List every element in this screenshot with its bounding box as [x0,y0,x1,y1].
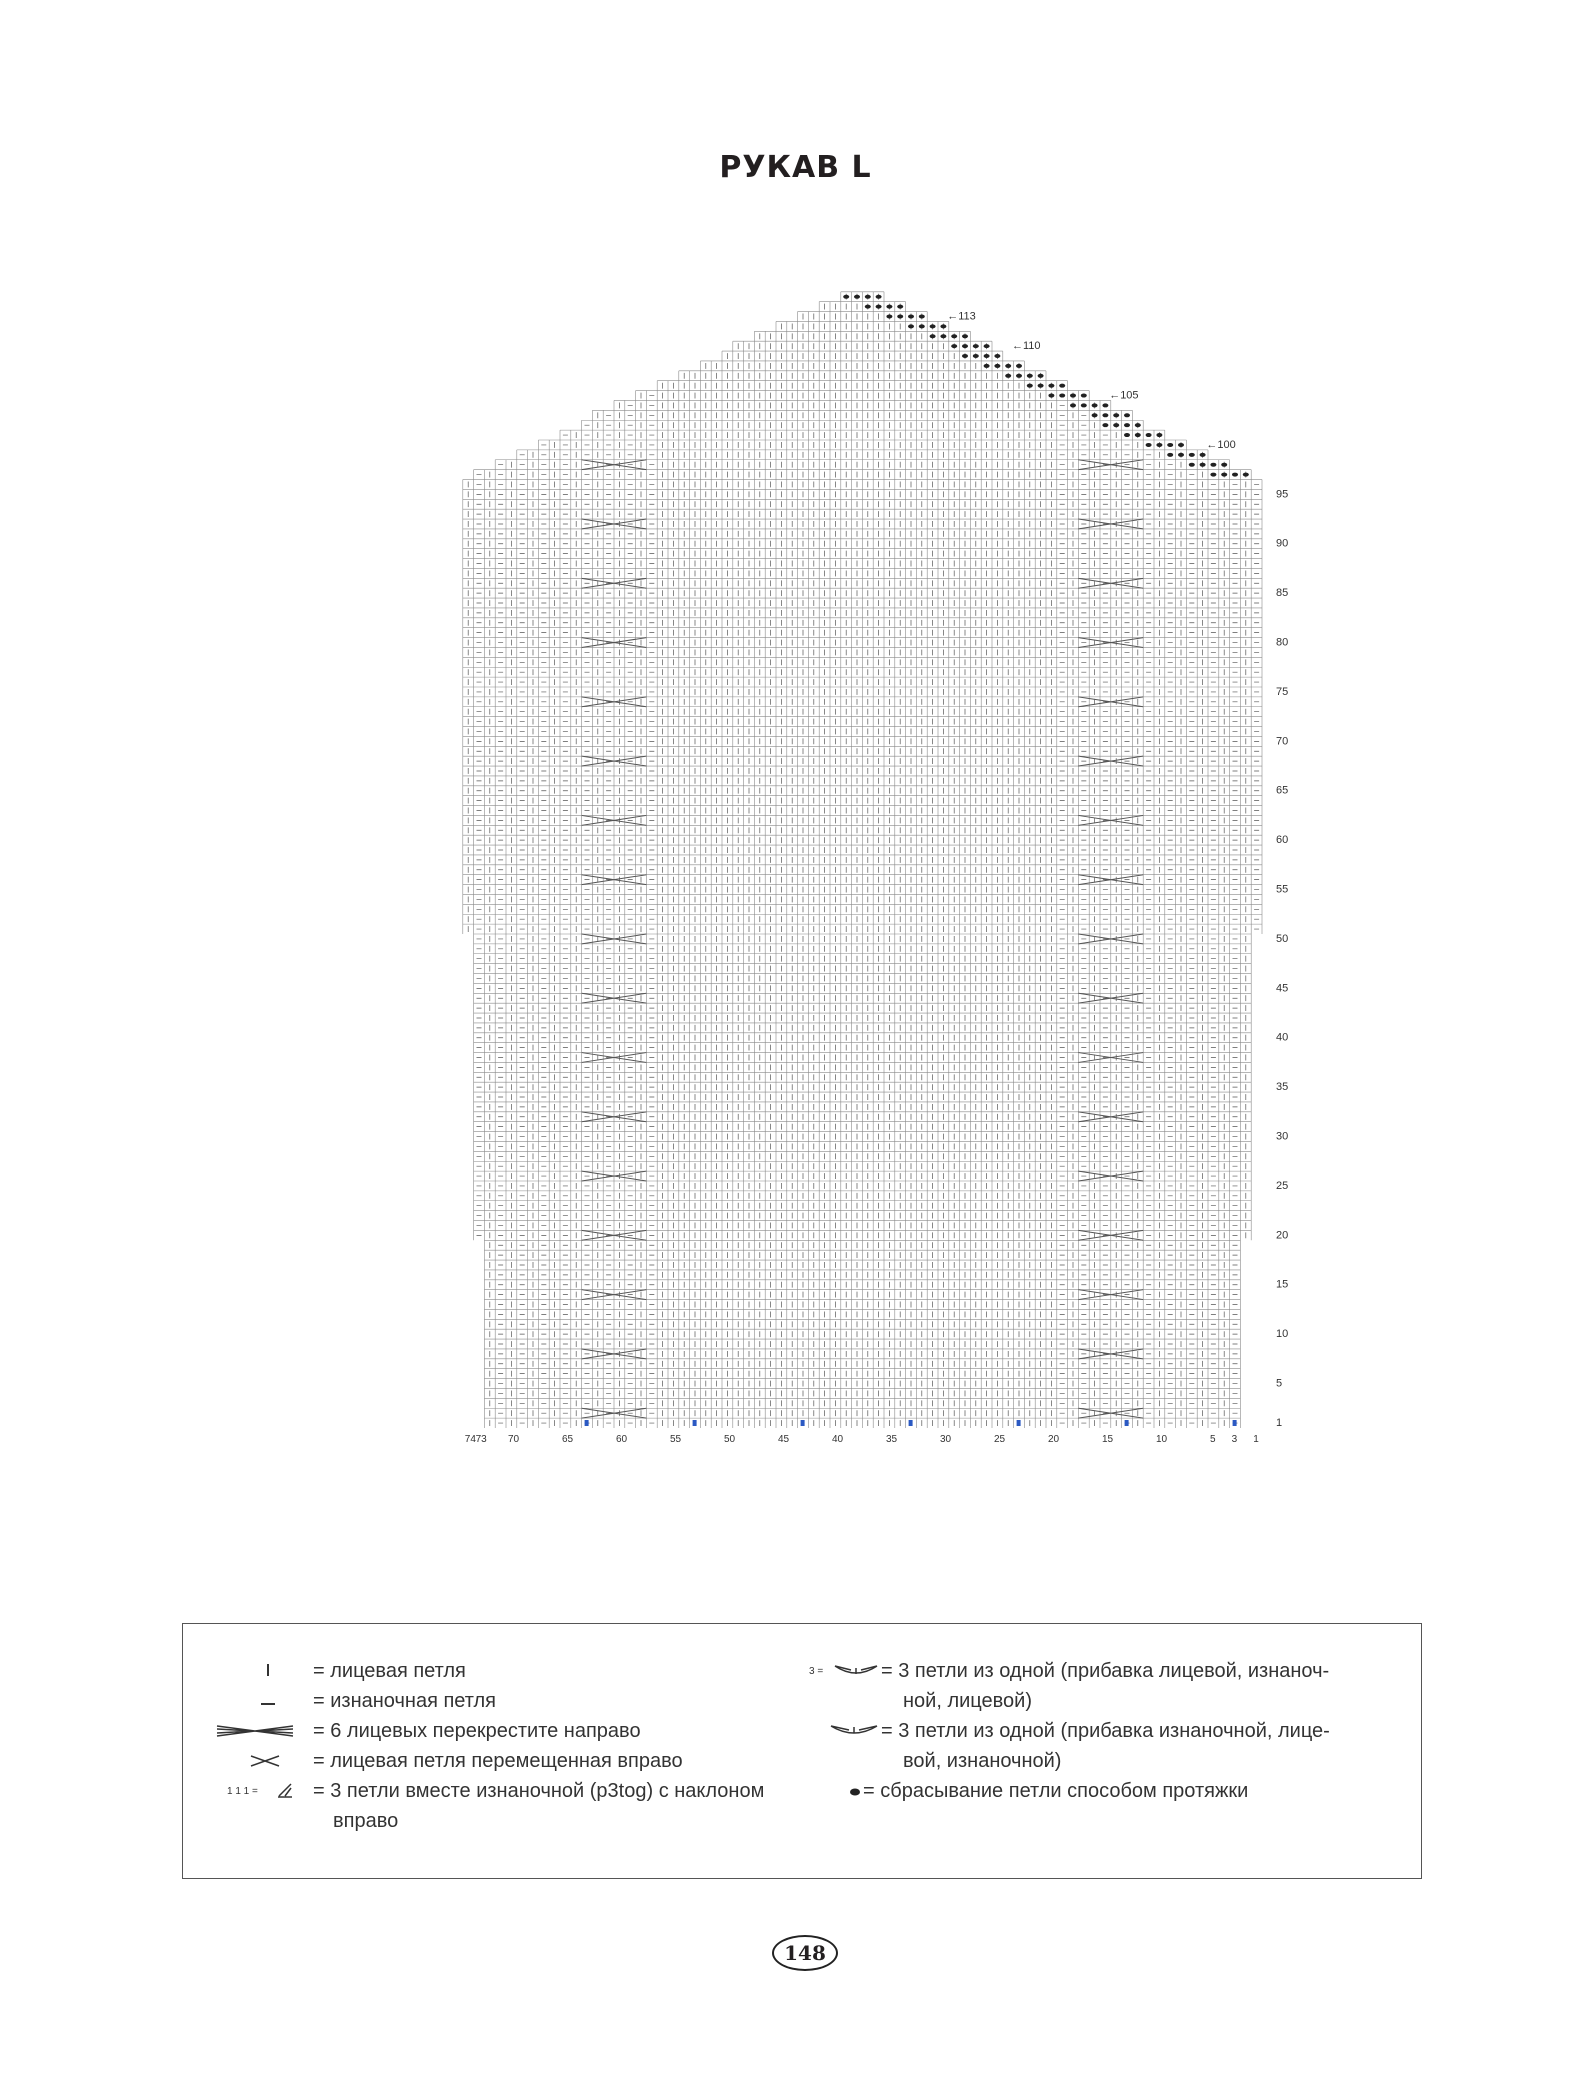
legend-item-knit [183,1656,803,1686]
bind-off-mark [1210,463,1216,467]
bind-off-mark [1027,384,1033,388]
bind-off-mark [930,334,936,338]
legend-item-cable [183,1716,803,1746]
p3tog-prefix: 1 1 1 = [227,1786,258,1797]
purl-stitch-icon [253,1686,283,1716]
bind-off-mark [1048,384,1054,388]
column-label: 35 [886,1434,898,1445]
row-label: 70 [1276,735,1289,748]
bind-off-mark [962,344,968,348]
bind-off-mark [1081,394,1087,398]
bind-off-mark [930,324,936,328]
legend-item-inc-kpk [803,1656,1403,1716]
row-label-top: ←113 [947,310,976,323]
inc-knit-purl-knit-icon [831,1656,881,1686]
bind-off-mark [1038,384,1044,388]
bind-off-mark [1005,364,1011,368]
bind-off-icon [845,1776,865,1806]
row-label: 95 [1276,488,1289,501]
legend-text: = 3 петли из одной (прибавка лицевой, изнаноч- [881,1660,1330,1682]
column-label: 25 [994,1434,1006,1445]
bind-off-mark [1156,433,1162,437]
bind-off-mark [908,315,914,319]
column-label: 40 [832,1434,844,1445]
bind-off-mark [886,305,892,309]
bind-off-mark [940,324,946,328]
row-label: 85 [1276,587,1289,600]
row-label: 10 [1276,1328,1289,1341]
column-label: 60 [616,1434,628,1445]
legend-text-cont: ной, лицевой) [903,1690,1033,1712]
marker [693,1420,697,1426]
column-label: 20 [1048,1434,1060,1445]
bind-off-mark [886,315,892,319]
legend-item-bindoff [803,1776,1403,1806]
column-label: 70 [508,1434,520,1445]
legend-text-cont: вой, изнаночной) [903,1750,1062,1772]
column-label: 65 [562,1434,574,1445]
legend-item-inc-pkp [803,1716,1403,1776]
bind-off-mark [1200,463,1206,467]
bind-off-mark [1048,394,1054,398]
bind-off-mark [994,364,1000,368]
row-label: 40 [1276,1031,1289,1044]
row-label: 25 [1276,1179,1289,1192]
column-label: 15 [1102,1434,1114,1445]
legend [182,1623,1422,1879]
column-label: 5 [1210,1434,1216,1445]
legend-item-purl [183,1686,803,1716]
row-label: 15 [1276,1278,1289,1291]
bind-off-mark [919,315,925,319]
bind-off-mark [1092,403,1098,407]
row-label-top: ←110 [1012,340,1041,353]
legend-text: = 3 петли вместе изнаночной (p3tog) с наклоном [313,1780,765,1802]
column-label: 10 [1156,1434,1168,1445]
cable-6-right-icon [213,1716,297,1746]
legend-text: = лицевая петля перемещенная вправо [313,1750,683,1772]
bind-off-mark [1113,423,1119,427]
bind-off-mark [865,305,871,309]
knit-stitch-icon [253,1656,283,1686]
marker [1017,1420,1021,1426]
row-label: 75 [1276,685,1289,698]
row-label: 65 [1276,784,1289,797]
bind-off-mark [973,354,979,358]
stitch-strokes [468,294,1259,1426]
column-label: 55 [670,1434,682,1445]
bind-off-mark [1124,413,1130,417]
bind-off-mark [1178,453,1184,457]
bind-off-mark [1232,473,1238,477]
inc-prefix: 3 = [809,1666,824,1677]
bind-off-mark [876,305,882,309]
bind-off-mark [865,295,871,299]
bind-off-mark [1070,394,1076,398]
bind-off-mark [984,364,990,368]
bind-off-mark [854,295,860,299]
marker [1233,1420,1237,1426]
bind-off-mark [1113,413,1119,417]
bind-off-mark [1200,453,1206,457]
bind-off-mark [1178,443,1184,447]
bind-off-mark [1243,473,1249,477]
bind-off-mark [973,344,979,348]
bind-off-mark [1156,443,1162,447]
bind-off-mark [1146,433,1152,437]
row-label: 50 [1276,932,1289,945]
grid-lines [463,292,1262,1428]
bind-off-mark [1059,384,1065,388]
bind-off-mark [1005,374,1011,378]
bind-off-mark [1059,394,1065,398]
marker [909,1420,913,1426]
column-label: 45 [778,1434,790,1445]
bind-off-mark [1189,453,1195,457]
marker [801,1420,805,1426]
column-label: 74 [464,1434,476,1445]
bind-off-mark [919,324,925,328]
bind-off-mark [897,315,903,319]
bind-off-mark [951,344,957,348]
row-label: 90 [1276,537,1289,550]
bind-off-mark [1016,374,1022,378]
legend-item-moved [183,1746,803,1776]
legend-item-p3tog [183,1776,803,1836]
bind-off-mark [1124,433,1130,437]
bind-off-mark [1102,403,1108,407]
bind-off-mark [951,334,957,338]
row-label-top: ←100 [1206,438,1236,451]
legend-text: = 6 лицевых перекрестите направо [313,1720,641,1742]
bind-off-mark [1210,473,1216,477]
bind-off-mark [994,354,1000,358]
knit-moved-right-icon [245,1746,285,1776]
column-label: 50 [724,1434,736,1445]
bind-off-mark [1135,433,1141,437]
row-label: 30 [1276,1130,1289,1143]
bind-off-mark [1070,403,1076,407]
bind-off-mark [1221,463,1227,467]
column-label: 73 [475,1434,487,1445]
row-label: 45 [1276,982,1289,995]
bind-off-mark [962,354,968,358]
legend-text: = лицевая петля [313,1660,466,1682]
row-label-top: ←105 [1109,389,1139,402]
legend-text: = изнаночная петля [313,1690,496,1712]
bind-off-mark [1092,413,1098,417]
legend-text-cont: вправо [333,1810,399,1832]
bind-off-mark [1189,463,1195,467]
page-number: 148 [772,1935,838,1971]
chart-grid [463,292,1262,1428]
row-label: 5 [1276,1377,1283,1390]
row-label: 60 [1276,834,1289,847]
column-label: 3 [1231,1434,1238,1445]
bind-off-mark [962,334,968,338]
row-label: 80 [1276,636,1289,649]
bind-off-mark [1146,443,1152,447]
legend-text: = сбрасывание петли способом протяжки [863,1780,1249,1802]
bind-off-mark [1016,364,1022,368]
bind-off-mark [984,354,990,358]
p3tog-icon [275,1776,295,1806]
row-label: 1 [1276,1417,1283,1430]
row-label: 55 [1276,883,1289,896]
bind-off-mark [1038,374,1044,378]
bind-off-mark [984,344,990,348]
marker [1125,1420,1129,1426]
bind-off-mark [1027,374,1033,378]
row-label: 35 [1276,1081,1289,1094]
bind-off-mark [1102,423,1108,427]
bind-off-mark [908,324,914,328]
row-label: 20 [1276,1229,1289,1242]
bind-off-mark [897,305,903,309]
bind-off-mark [1081,403,1087,407]
bind-off-mark [1167,443,1173,447]
bind-off-mark [843,295,849,299]
marker [585,1420,589,1426]
bind-off-mark [1102,413,1108,417]
bind-off-mark [1124,423,1130,427]
bind-off-mark [876,295,882,299]
column-label: 30 [940,1434,952,1445]
inc-purl-knit-purl-icon [827,1716,881,1746]
bind-off-mark [940,334,946,338]
bind-off-mark [1221,473,1227,477]
bind-off-mark [1135,423,1141,427]
bind-off-mark [1167,453,1173,457]
legend-text: = 3 петли из одной (прибавка изнаночной, лице- [881,1720,1330,1742]
page-title: РУКАВ L [719,150,872,185]
column-label: 1 [1253,1434,1259,1445]
